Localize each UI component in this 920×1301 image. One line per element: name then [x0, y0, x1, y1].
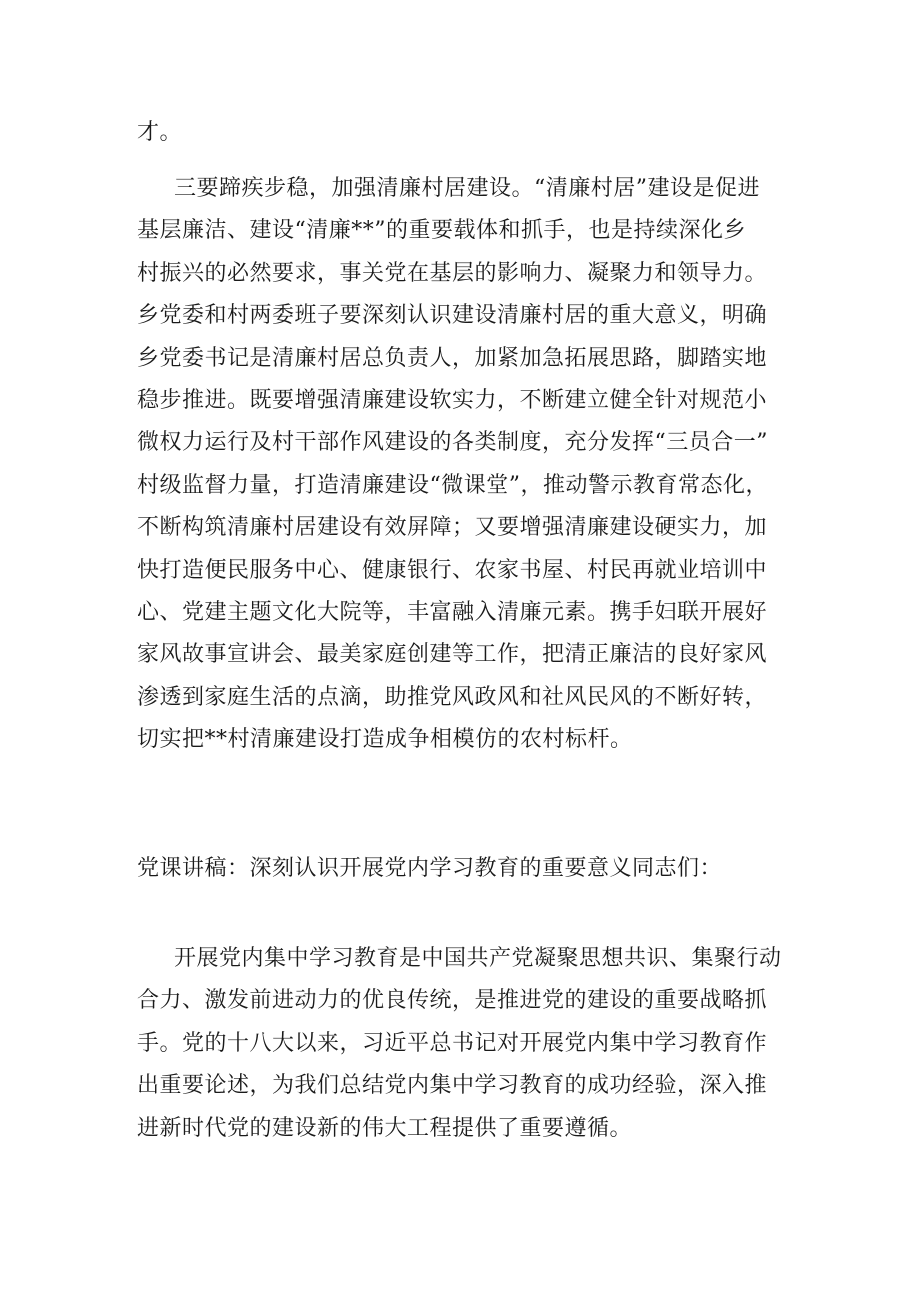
text-line: 切实把**村清廉建设打造成争相模仿的农村标杆。	[137, 727, 633, 753]
text-line: 三要蹄疾步稳，加强清廉村居建设。“清廉村居”建设是促进	[174, 176, 760, 201]
text-line: 开展党内集中学习教育是中国共产党凝聚思想共识、集聚行动	[174, 946, 782, 971]
text-line: 出重要论述，为我们总结党内集中学习教育的成功经验，深入推	[137, 1073, 768, 1099]
text-line: 稳步推进。既要增强清廉建设软实力，不断建立健全针对规范小	[137, 387, 768, 413]
text-line: 进新时代党的建设新的伟大工程提供了重要遵循。	[137, 1115, 633, 1141]
heading-line: 党课讲稿：深刻认识开展党内学习教育的重要意义同志们：	[137, 856, 723, 881]
paragraph-fragment	[137, 112, 792, 154]
text-line: 合力、激发前进动力的优良传统，是推进党的建设的重要战略抓	[137, 988, 768, 1014]
text-line: 才。	[137, 120, 183, 145]
text-line: 手。党的十八大以来，习近平总书记对开展党内集中学习教育作	[137, 1030, 768, 1056]
text-line: 村级监督力量，打造清廉建设“微课堂”，推动警示教育常态化，	[137, 472, 768, 498]
text-line: 渗透到家庭生活的点滴，助推党风政风和社风民风的不断好转，	[137, 684, 768, 710]
text-line: 家风故事宣讲会、最美家庭创建等工作，把清正廉洁的良好家风	[137, 642, 768, 668]
text-line: 村振兴的必然要求，事关党在基层的影响力、凝聚力和领导力。	[137, 260, 768, 286]
text-line: 快打造便民服务中心、健康银行、农家书屋、村民再就业培训中	[137, 557, 768, 583]
paragraph-party-study	[137, 938, 792, 1150]
text-line: 不断构筑清廉村居建设有效屏障；又要增强清廉建设硬实力，加	[137, 515, 768, 541]
text-line: 乡党委书记是清廉村居总负责人，加紧加急拓展思路，脚踏实地	[137, 345, 768, 371]
text-line: 微权力运行及村干部作风建设的各类制度，充分发挥“三员合一”	[137, 430, 768, 456]
text-line: 基层廉洁、建设“清廉**”的重要载体和抓手，也是持续深化乡	[137, 218, 746, 244]
text-line: 心、党建主题文化大院等，丰富融入清廉元素。携手妇联开展好	[137, 599, 768, 625]
paragraph-qinglian-village	[137, 168, 792, 761]
text-line: 乡党委和村两委班子要深刻认识建设清廉村居的重大意义，明确	[137, 303, 768, 329]
section-heading	[137, 848, 792, 890]
